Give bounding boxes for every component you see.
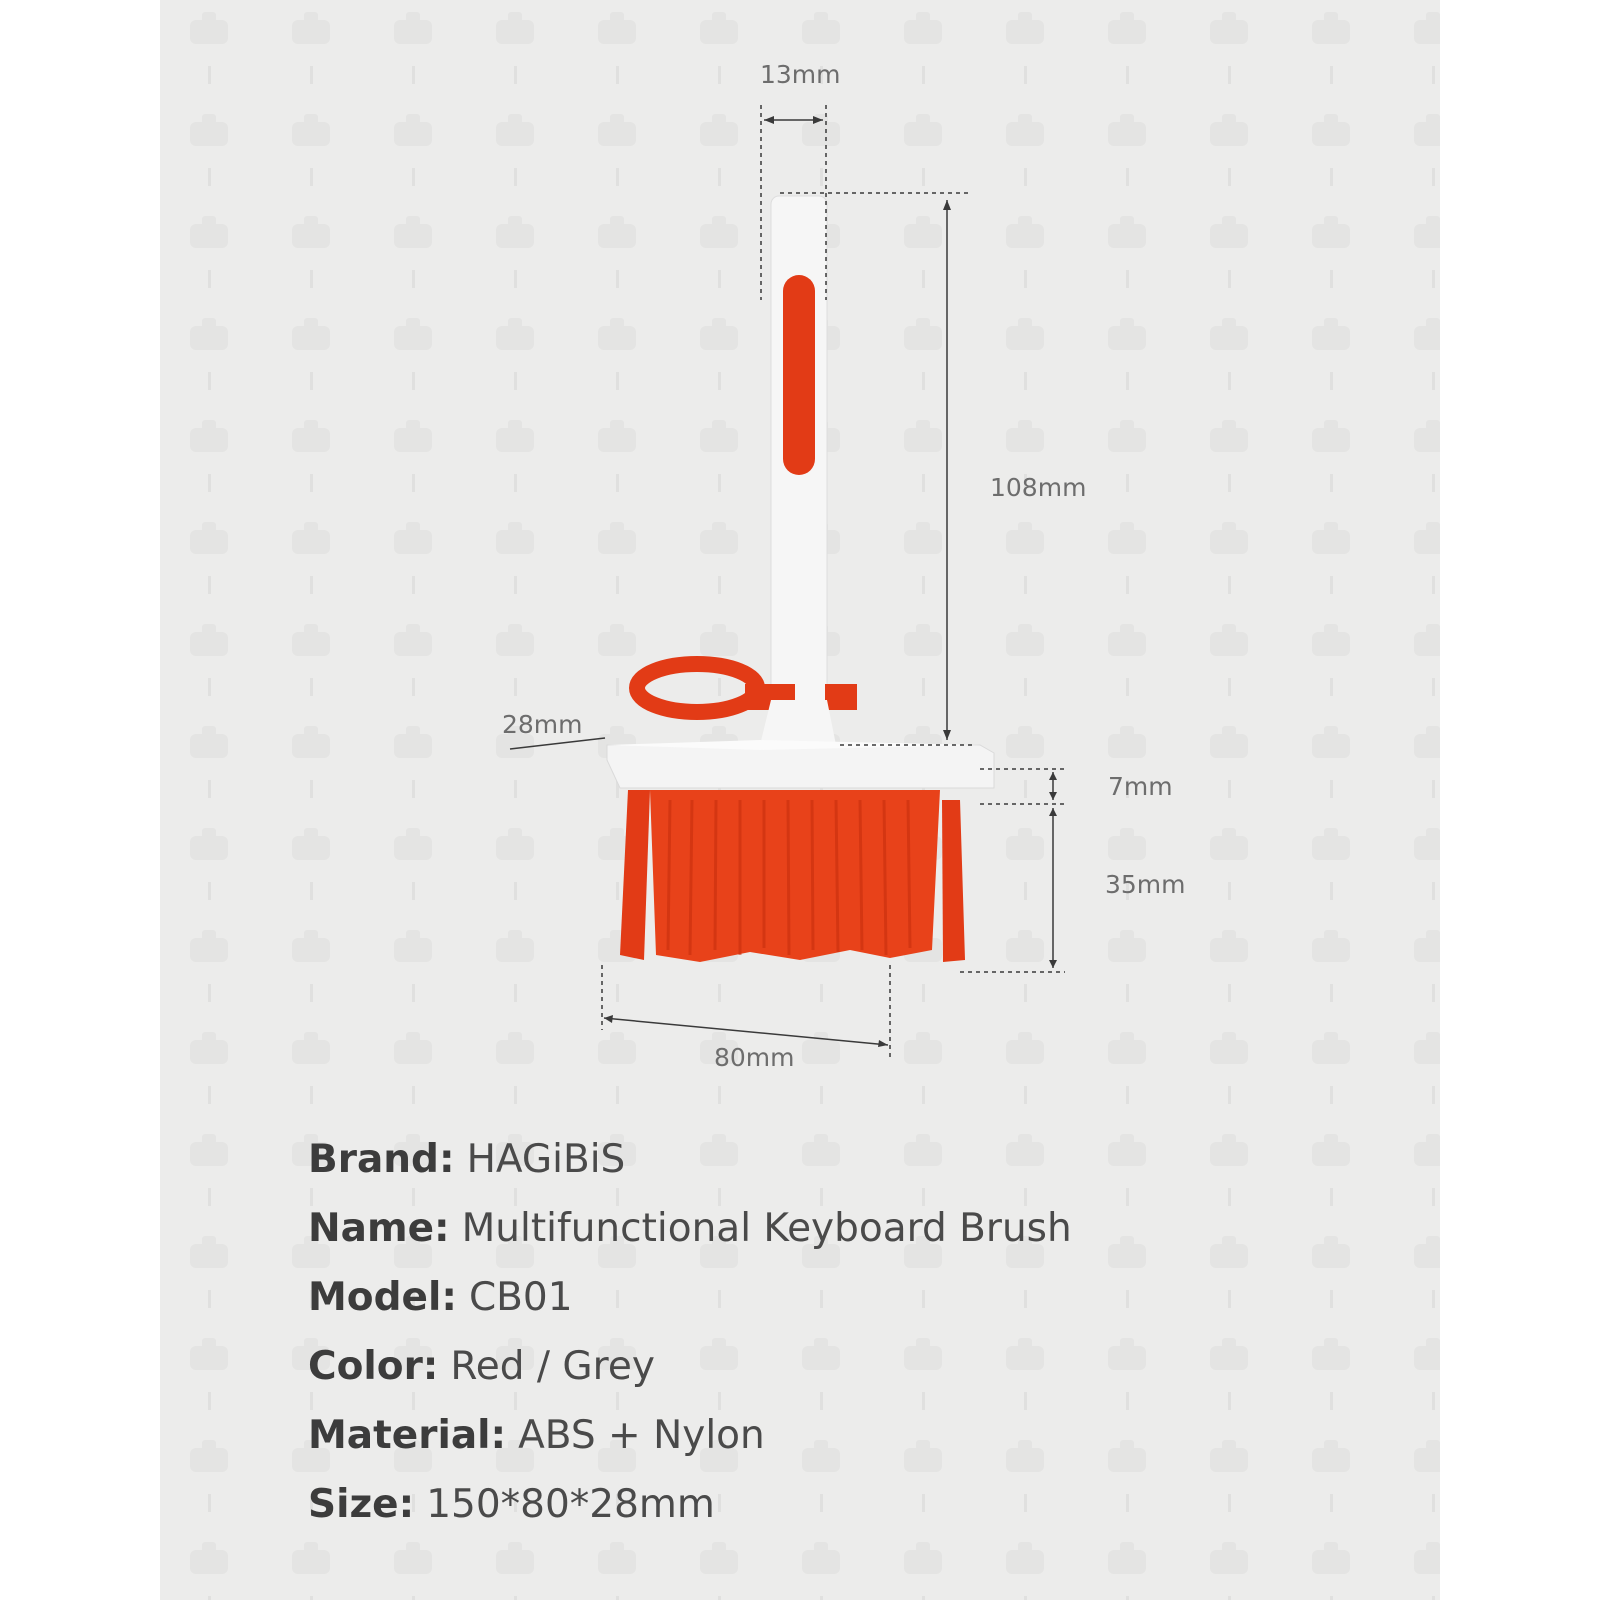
spec-size	[308, 1470, 1072, 1539]
spec-model-value: CB01	[468, 1275, 573, 1320]
spec-model-label: Model:	[308, 1275, 457, 1320]
spec-brand-label: Brand:	[308, 1137, 455, 1182]
brush-base	[607, 745, 994, 788]
dimension-base-height: 7mm	[1108, 772, 1173, 801]
spec-name-value: Multifunctional Keyboard Brush	[461, 1206, 1072, 1251]
spec-model	[308, 1263, 1072, 1332]
handle-red-grip	[783, 275, 815, 475]
spec-list	[308, 1125, 1072, 1539]
product-canvas	[160, 0, 1440, 1600]
brush-bristles-left	[620, 790, 650, 960]
red-clip-right	[825, 684, 857, 710]
dimension-handle-length: 108mm	[990, 473, 1087, 502]
spec-color	[308, 1332, 1072, 1401]
dimension-depth: 28mm	[502, 710, 583, 739]
spec-size-label: Size:	[308, 1482, 415, 1527]
brush-illustration	[160, 0, 1440, 1100]
dimension-width: 80mm	[714, 1043, 795, 1072]
spec-material-value: ABS + Nylon	[518, 1413, 765, 1458]
spec-material-label: Material:	[308, 1413, 507, 1458]
dimension-handle-width: 13mm	[760, 60, 841, 89]
spec-color-value: Red / Grey	[450, 1344, 655, 1389]
spec-material	[308, 1401, 1072, 1470]
red-ring-tool	[637, 664, 757, 712]
spec-name	[308, 1194, 1072, 1263]
spec-brand-value: HAGiBiS	[466, 1137, 626, 1182]
dimension-bristle-length: 35mm	[1105, 870, 1186, 899]
spec-name-label: Name:	[308, 1206, 450, 1251]
spec-color-label: Color:	[308, 1344, 439, 1389]
spec-brand	[308, 1125, 1072, 1194]
spec-size-value: 150*80*28mm	[426, 1482, 715, 1527]
brush-bristles-right	[942, 800, 965, 962]
brush-bristles-main	[650, 790, 940, 962]
